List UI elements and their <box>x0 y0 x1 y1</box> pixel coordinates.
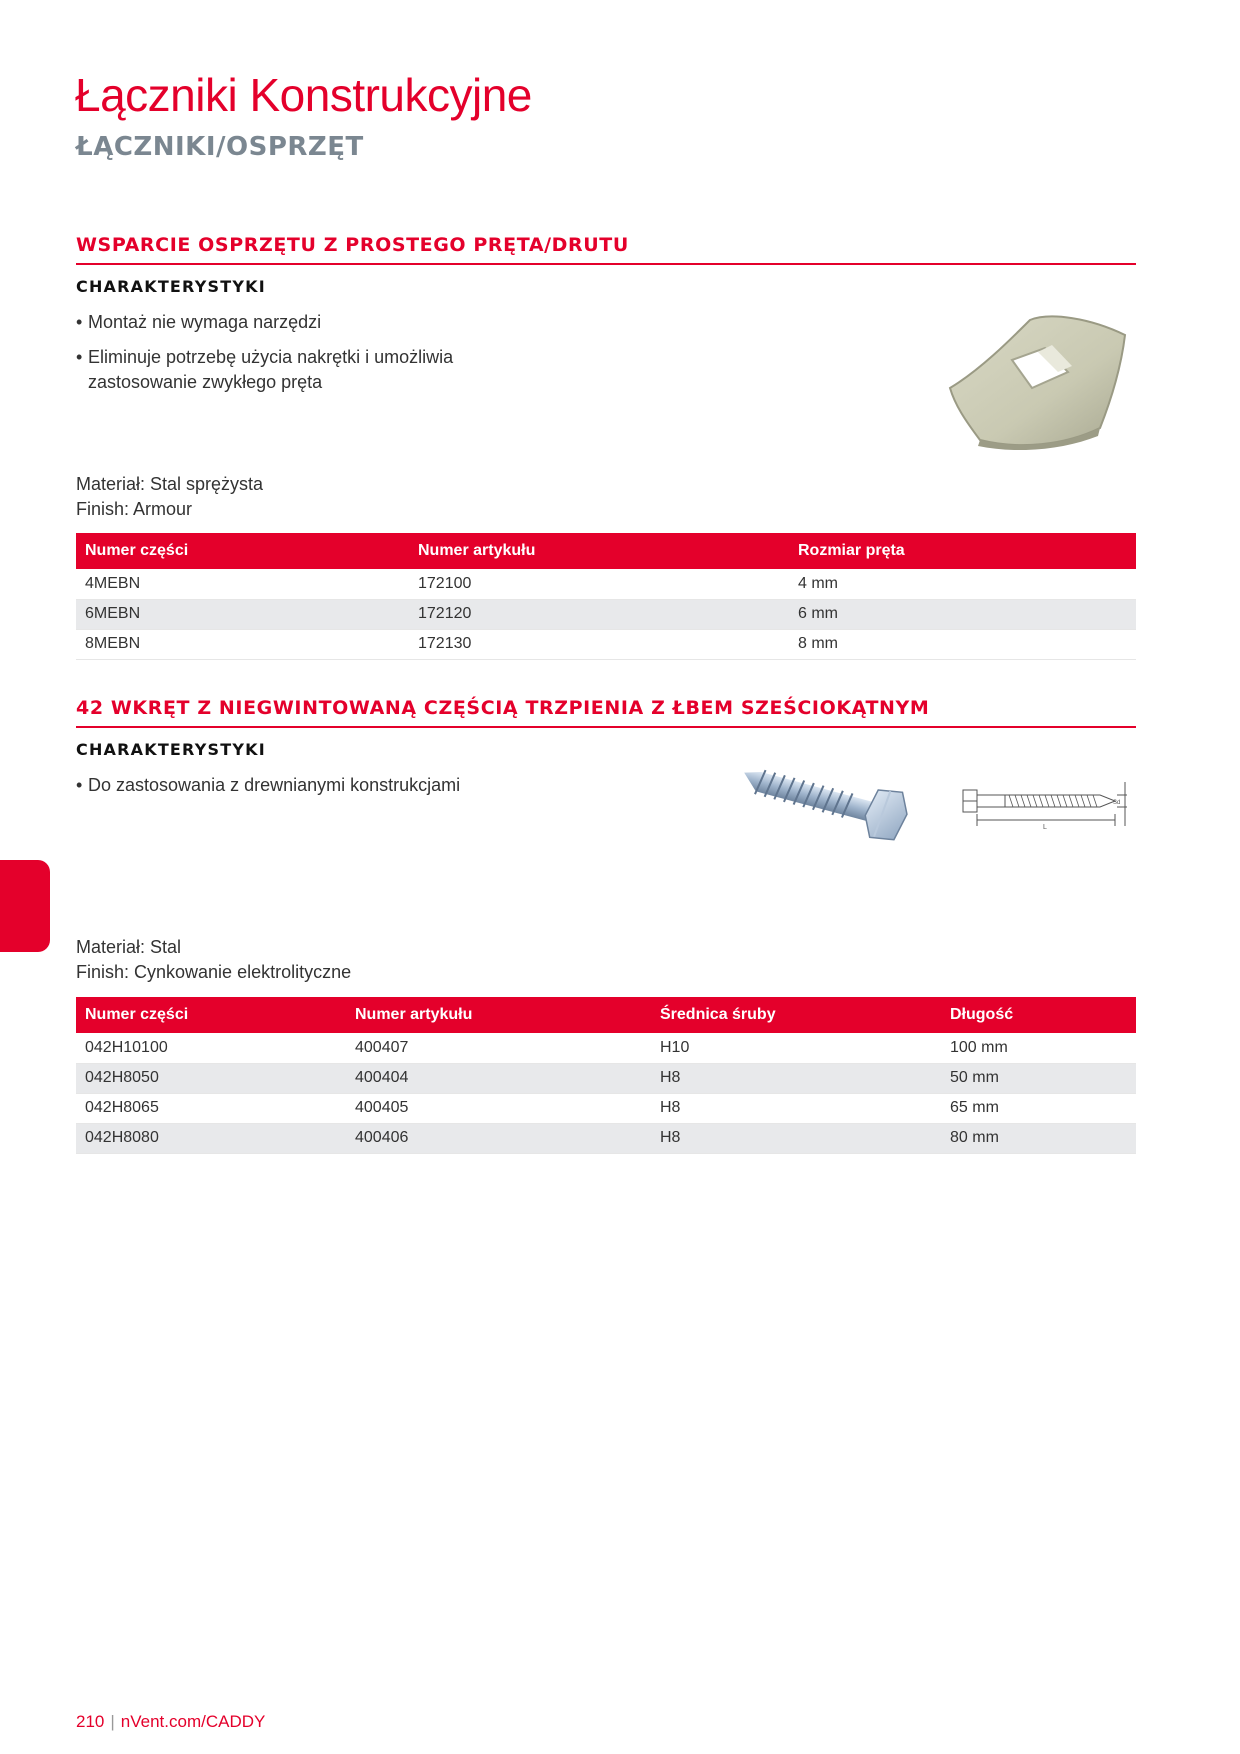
column-header: Średnica śruby <box>651 997 941 1033</box>
table-row <box>76 629 1136 659</box>
table-cell: 80 mm <box>941 1123 1136 1153</box>
table-cell: 400406 <box>346 1123 651 1153</box>
table-cell: 172100 <box>409 569 789 599</box>
chapter-tab <box>0 860 50 952</box>
table-cell: 400404 <box>346 1063 651 1093</box>
table-cell: 042H8080 <box>76 1123 346 1153</box>
finish-text: Finish: Cynkowanie elektrolityczne <box>76 962 352 982</box>
material-text: Materiał: Stal <box>76 937 182 957</box>
table-cell: 8 mm <box>789 629 1136 659</box>
table-row <box>76 599 1136 629</box>
feature-list <box>76 310 506 395</box>
column-header: Numer artykułu <box>409 533 789 569</box>
table-cell: 8MEBN <box>76 629 409 659</box>
page-footer <box>76 1712 265 1732</box>
material-spec <box>76 935 351 985</box>
table-cell: 65 mm <box>941 1093 1136 1123</box>
spring-clip-photo <box>940 300 1140 450</box>
table-row <box>76 1033 1136 1063</box>
diameter-label: Sd <box>1113 800 1121 806</box>
table-cell: 172130 <box>409 629 789 659</box>
feature-list <box>76 773 506 798</box>
parts-table-rod-support <box>76 533 1136 660</box>
table-cell: 4 mm <box>789 569 1136 599</box>
characteristics-heading: CHARAKTERYSTYKI <box>76 277 266 296</box>
table-cell: 50 mm <box>941 1063 1136 1093</box>
footer-link[interactable]: nVent.com/CADDY <box>120 1712 266 1731</box>
hex-screw-photo <box>735 762 910 847</box>
table-row <box>76 1093 1136 1123</box>
table-cell: 042H8050 <box>76 1063 346 1093</box>
column-header: Numer artykułu <box>346 997 651 1033</box>
table-cell: H10 <box>651 1033 941 1063</box>
table-header-row <box>76 533 1136 569</box>
table-header-row <box>76 997 1136 1033</box>
table-cell: H8 <box>651 1063 941 1093</box>
section-heading: WSPARCIE OSPRZĘTU Z PROSTEGO PRĘTA/DRUTU <box>76 234 1136 265</box>
footer-separator: | <box>110 1712 115 1731</box>
table-cell: 6MEBN <box>76 599 409 629</box>
table-cell: 172120 <box>409 599 789 629</box>
list-item: • Eliminuje potrzebę użycia nakrętki i umożliwia zastosowanie zwykłego pręta <box>76 345 506 395</box>
length-label: L <box>1043 824 1047 831</box>
table-row <box>76 1063 1136 1093</box>
list-item: • Do zastosowania z drewnianymi konstrukcjami <box>76 773 506 798</box>
parts-table-hex-screw <box>76 997 1136 1154</box>
material-spec <box>76 472 263 522</box>
table-cell: H8 <box>651 1093 941 1123</box>
page-number: 210 <box>76 1712 105 1731</box>
column-header: Długość <box>941 997 1136 1033</box>
table-cell: 6 mm <box>789 599 1136 629</box>
table-cell: 400407 <box>346 1033 651 1063</box>
column-header: Numer części <box>76 997 346 1033</box>
table-row <box>76 569 1136 599</box>
finish-text: Finish: Armour <box>76 499 193 519</box>
material-text: Materiał: Stal sprężysta <box>76 474 264 494</box>
table-cell: H8 <box>651 1123 941 1153</box>
table-cell: 042H8065 <box>76 1093 346 1123</box>
list-item: • Montaż nie wymaga narzędzi <box>76 310 506 335</box>
table-cell: 042H10100 <box>76 1033 346 1063</box>
section-heading: 42 WKRĘT Z NIEGWINTOWANĄ CZĘŚCIĄ TRZPIENIA Z ŁBEM SZEŚCIOKĄTNYM <box>76 697 1136 728</box>
table-cell: 4MEBN <box>76 569 409 599</box>
table-cell: 400405 <box>346 1093 651 1123</box>
screw-technical-drawing <box>955 776 1130 831</box>
page-subtitle: ŁĄCZNIKI/OSPRZĘT <box>76 132 364 162</box>
column-header: Rozmiar pręta <box>789 533 1136 569</box>
table-cell: 100 mm <box>941 1033 1136 1063</box>
page-title: Łączniki Konstrukcyjne <box>75 69 532 121</box>
column-header: Numer części <box>76 533 409 569</box>
table-row <box>76 1123 1136 1153</box>
characteristics-heading: CHARAKTERYSTYKI <box>76 740 266 759</box>
